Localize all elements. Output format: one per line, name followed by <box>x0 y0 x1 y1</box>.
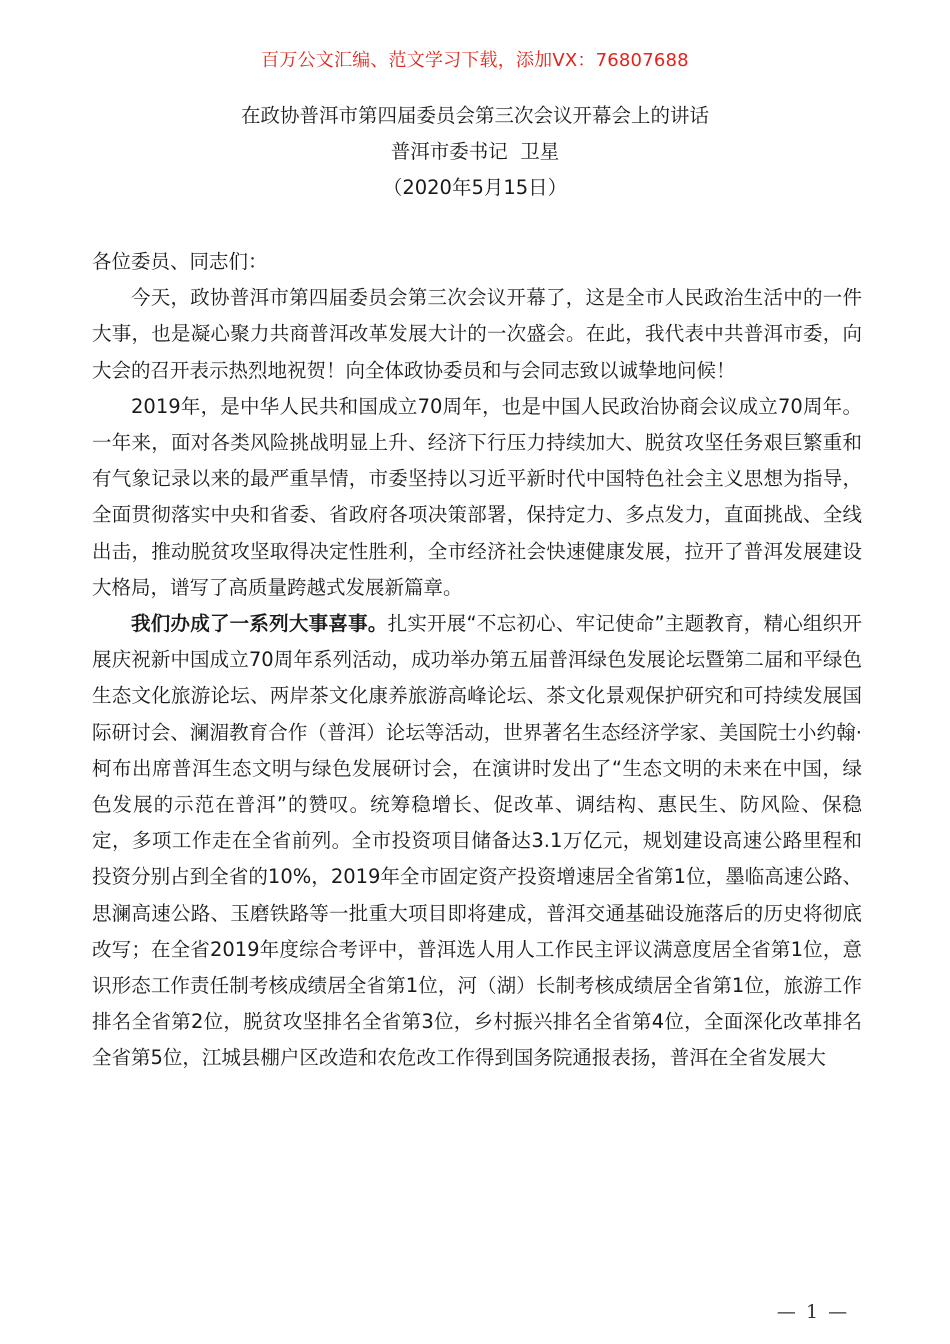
paragraph-achievements-text: 扎实开展“不忘初心、牢记使命”主题教育，精心组织开展庆祝新中国成立70周年系列活动，成功举办第五届普洱绿色发展论坛暨第二届和平绿色生态文化旅游论坛、两岸茶文化康养旅游高峰论坛、茶文化景观保护研究和可持续发展国际研讨会、澜湄教育合作（普洱）论坛等活动，世界著名生态经济学家、美国院士小约翰·柯布出席普洱生态文明与绿色发展研讨会，在演讲时发出了“生态文明的未来在中国，绿色发展的示范在普洱”的赞叹。统筹稳增长、促改革、调结构、惠民生、防风险、保稳定，多项工作走在全省前列。全市投资项目储备达3.1万亿元，规划建设高速公路里程和投资分别占到全省的10%，2019年全市固定资产投资增速居全省第1位，墨临高速公路、思澜高速公路、玉磨铁路等一批重大项目即将建成，普洱交通基础设施落后的历史将彻底改写；在全省2019年度综合考评中，普洱选人用人工作民主评议满意度居全省第1位，意识形态工作责任制考核成绩居全省第1位，河（湖）长制考核成绩居全省第1位，旅游工作排名全省第2位，脱贫攻坚排名全省第3位，乡村振兴排名全省第4位，全面深化改革排名全省第5位，江城县棚户区改造和农危改工作得到国务院通报表扬，普洱在全省发展大 <box>92 612 862 1070</box>
document-body <box>92 244 862 1077</box>
paragraph-review: 2019年，是中华人民共和国成立70周年，也是中国人民政治协商会议成立70周年。一年来，面对各类风险挑战明显上升、经济下行压力持续加大、脱贫攻坚任务艰巨繁重和有气象记录以来的最严重旱情，市委坚持以习近平新时代中国特色社会主义思想为指导，全面贯彻落实中央和省委、省政府各项决策部署，保持定力、多点发力，直面挑战、全线出击，推动脱贫攻坚取得决定性胜利，全市经济社会快速健康发展，拉开了普洱发展建设大格局，谱写了高质量跨越式发展新篇章。 <box>92 394 862 599</box>
document-header <box>0 98 950 206</box>
paragraph-opening: 今天，政协普洱市第四届委员会第三次会议开幕了，这是全市人民政治生活中的一件大事，也是凝心聚力共商普洱改革发展大计的一次盛会。在此，我代表中共普洱市委，向大会的召开表示热烈地祝贺！向全体政协委员和与会同志致以诚挚地问候！ <box>92 286 862 382</box>
salutation: 各位委员、同志们： <box>92 250 268 273</box>
page-number: — 1 — <box>776 1301 850 1323</box>
document-author: 普洱市委书记 卫星 <box>390 140 560 163</box>
paragraph-lead-heading: 我们办成了一系列大事喜事。 <box>131 612 388 636</box>
download-banner: 百万公文汇编、范文学习下载，添加VX：76807688 <box>261 50 689 71</box>
document-date: （2020年5月15日） <box>382 176 568 199</box>
paragraph-achievements <box>92 606 862 1077</box>
document-title: 在政协普洱市第四届委员会第三次会议开幕会上的讲话 <box>240 104 709 127</box>
